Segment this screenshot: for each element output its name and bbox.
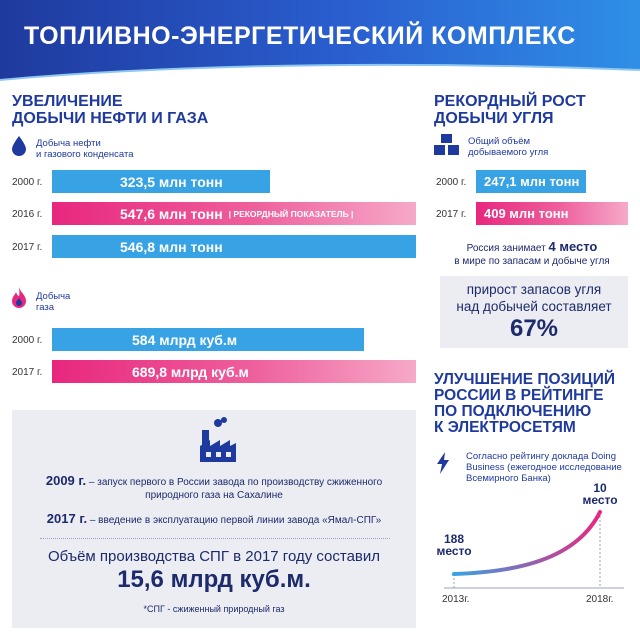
grid-desc-line3: Всемирного Банка) (466, 473, 551, 484)
lng-footnote: *СПГ - сжиженный природный газ (143, 604, 285, 614)
gas-label-line2: газа (36, 302, 55, 313)
grid-x-end: 2018г. (586, 594, 614, 605)
coal-growth-line2: над добычей составляет (456, 299, 612, 314)
grid-start-rank-label: место (436, 544, 472, 558)
oil-year-2016: 2016 г. (12, 209, 43, 220)
coal-title (434, 93, 586, 127)
grid-title (434, 372, 615, 436)
coal-rank-b: 4 место (548, 239, 598, 254)
grid-title-line4: К ЭЛЕКТРОСЕТЯМ (434, 419, 576, 436)
lng-divider (40, 538, 390, 539)
lng-2009-text (12, 474, 416, 502)
oil-gas-title (12, 93, 208, 127)
grid-desc (466, 451, 622, 484)
oil-drop-icon (12, 136, 26, 156)
coal-growth-line1: прирост запасов угля (466, 282, 602, 297)
grid-desc-line2: Business (ежегодное исследование (466, 462, 622, 473)
oil-value-2017: 546,8 млн тонн (120, 238, 223, 255)
gas-bar-2017 (52, 360, 416, 383)
oil-year-2000: 2000 г. (12, 177, 43, 188)
rank-curve-chart (436, 500, 630, 596)
factory-icon (196, 416, 240, 464)
lng-volume-text: Объём производства СПГ в 2017 году составил (47, 548, 381, 565)
lng-volume-value: 15,6 млрд куб.м. (117, 566, 311, 593)
lng-2017-desc: – введение в эксплуатацию первой линии завода «Ямал-СПГ» (87, 515, 382, 526)
oil-year-2017: 2017 г. (12, 242, 43, 253)
grid-title-line1: УЛУЧШЕНИЕ ПОЗИЦИЙ (434, 371, 616, 388)
coal-title-line2: ДОБЫЧИ УГЛЯ (434, 110, 554, 127)
coal-title-line1: РЕКОРДНЫЙ РОСТ (434, 93, 586, 110)
coal-pile-icon (434, 134, 460, 156)
grid-title-line3: ПО ПОДКЛЮЧЕНИЮ (434, 403, 592, 420)
grid-x-start: 2013г. (442, 594, 470, 605)
gas-label-line1: Добыча (36, 291, 71, 302)
gas-label (36, 291, 70, 313)
oil-gas-title-line2: ДОБЫЧИ НЕФТИ И ГАЗА (12, 110, 209, 127)
coal-growth-text (440, 281, 628, 315)
oil-value-2000: 323,5 млн тонн (120, 173, 223, 190)
coal-year-2017: 2017 г. (436, 209, 467, 220)
coal-growth-value: 67% (509, 315, 559, 342)
gas-bar-2000 (52, 328, 364, 351)
oil-label-line1: Добыча нефти (36, 138, 101, 149)
coal-rank-text (434, 240, 630, 268)
grid-title-line2: РОССИИ В РЕЙТИНГЕ (434, 387, 604, 404)
coal-label (468, 136, 548, 158)
grid-desc-line1: Согласно рейтингу доклада Doing (466, 451, 616, 462)
coal-value-2000: 247,1 млн тонн (484, 174, 580, 189)
grid-end-rank-label: место (582, 493, 618, 507)
header-wave (0, 62, 640, 92)
lng-2017-text (12, 512, 416, 528)
coal-bar-2017 (476, 202, 628, 225)
coal-rank-a: Россия занимает (466, 243, 549, 254)
grid-end-rank-number: 10 (593, 481, 607, 495)
gas-value-2000: 584 млрд куб.м (132, 331, 238, 348)
lng-2009-desc2: природного газа на Сахалине (145, 490, 283, 501)
gas-year-2000: 2000 г. (12, 335, 43, 346)
lng-2017-year: 2017 г. (46, 511, 88, 526)
oil-bar-2017 (52, 235, 416, 258)
record-note: | РЕКОРДНЫЙ ПОКАЗАТЕЛЬ | (228, 208, 354, 219)
oil-bar-2016 (52, 202, 416, 225)
coal-year-2000: 2000 г. (436, 177, 467, 188)
gas-year-2017: 2017 г. (12, 367, 43, 378)
lightning-icon (436, 452, 450, 474)
grid-start-rank-number: 188 (443, 532, 465, 546)
oil-label (36, 138, 134, 160)
coal-label-line1: Общий объём (468, 136, 531, 147)
rank-curve (454, 512, 600, 574)
page-title: ТОПЛИВНО-ЭНЕРГЕТИЧЕСКИЙ КОМПЛЕКС (24, 22, 576, 50)
gas-flame-icon (11, 287, 27, 309)
oil-bar-2000 (52, 170, 270, 193)
lng-2009-desc: – запуск первого в России завода по производству сжиженного (86, 477, 383, 488)
coal-label-line2: добываемого угля (468, 147, 549, 158)
coal-bar-2000 (476, 170, 586, 193)
coal-rank-c: в мире по запасам и добыче угля (454, 256, 610, 267)
oil-label-line2: и газового конденсата (36, 149, 134, 160)
oil-value-2016: 547,6 млн тонн (120, 205, 223, 222)
lng-2009-year: 2009 г. (45, 473, 87, 488)
gas-value-2017: 689,8 млрд куб.м (132, 363, 249, 380)
oil-gas-title-line1: УВЕЛИЧЕНИЕ (12, 93, 123, 110)
coal-value-2017: 409 млн тонн (484, 206, 569, 221)
